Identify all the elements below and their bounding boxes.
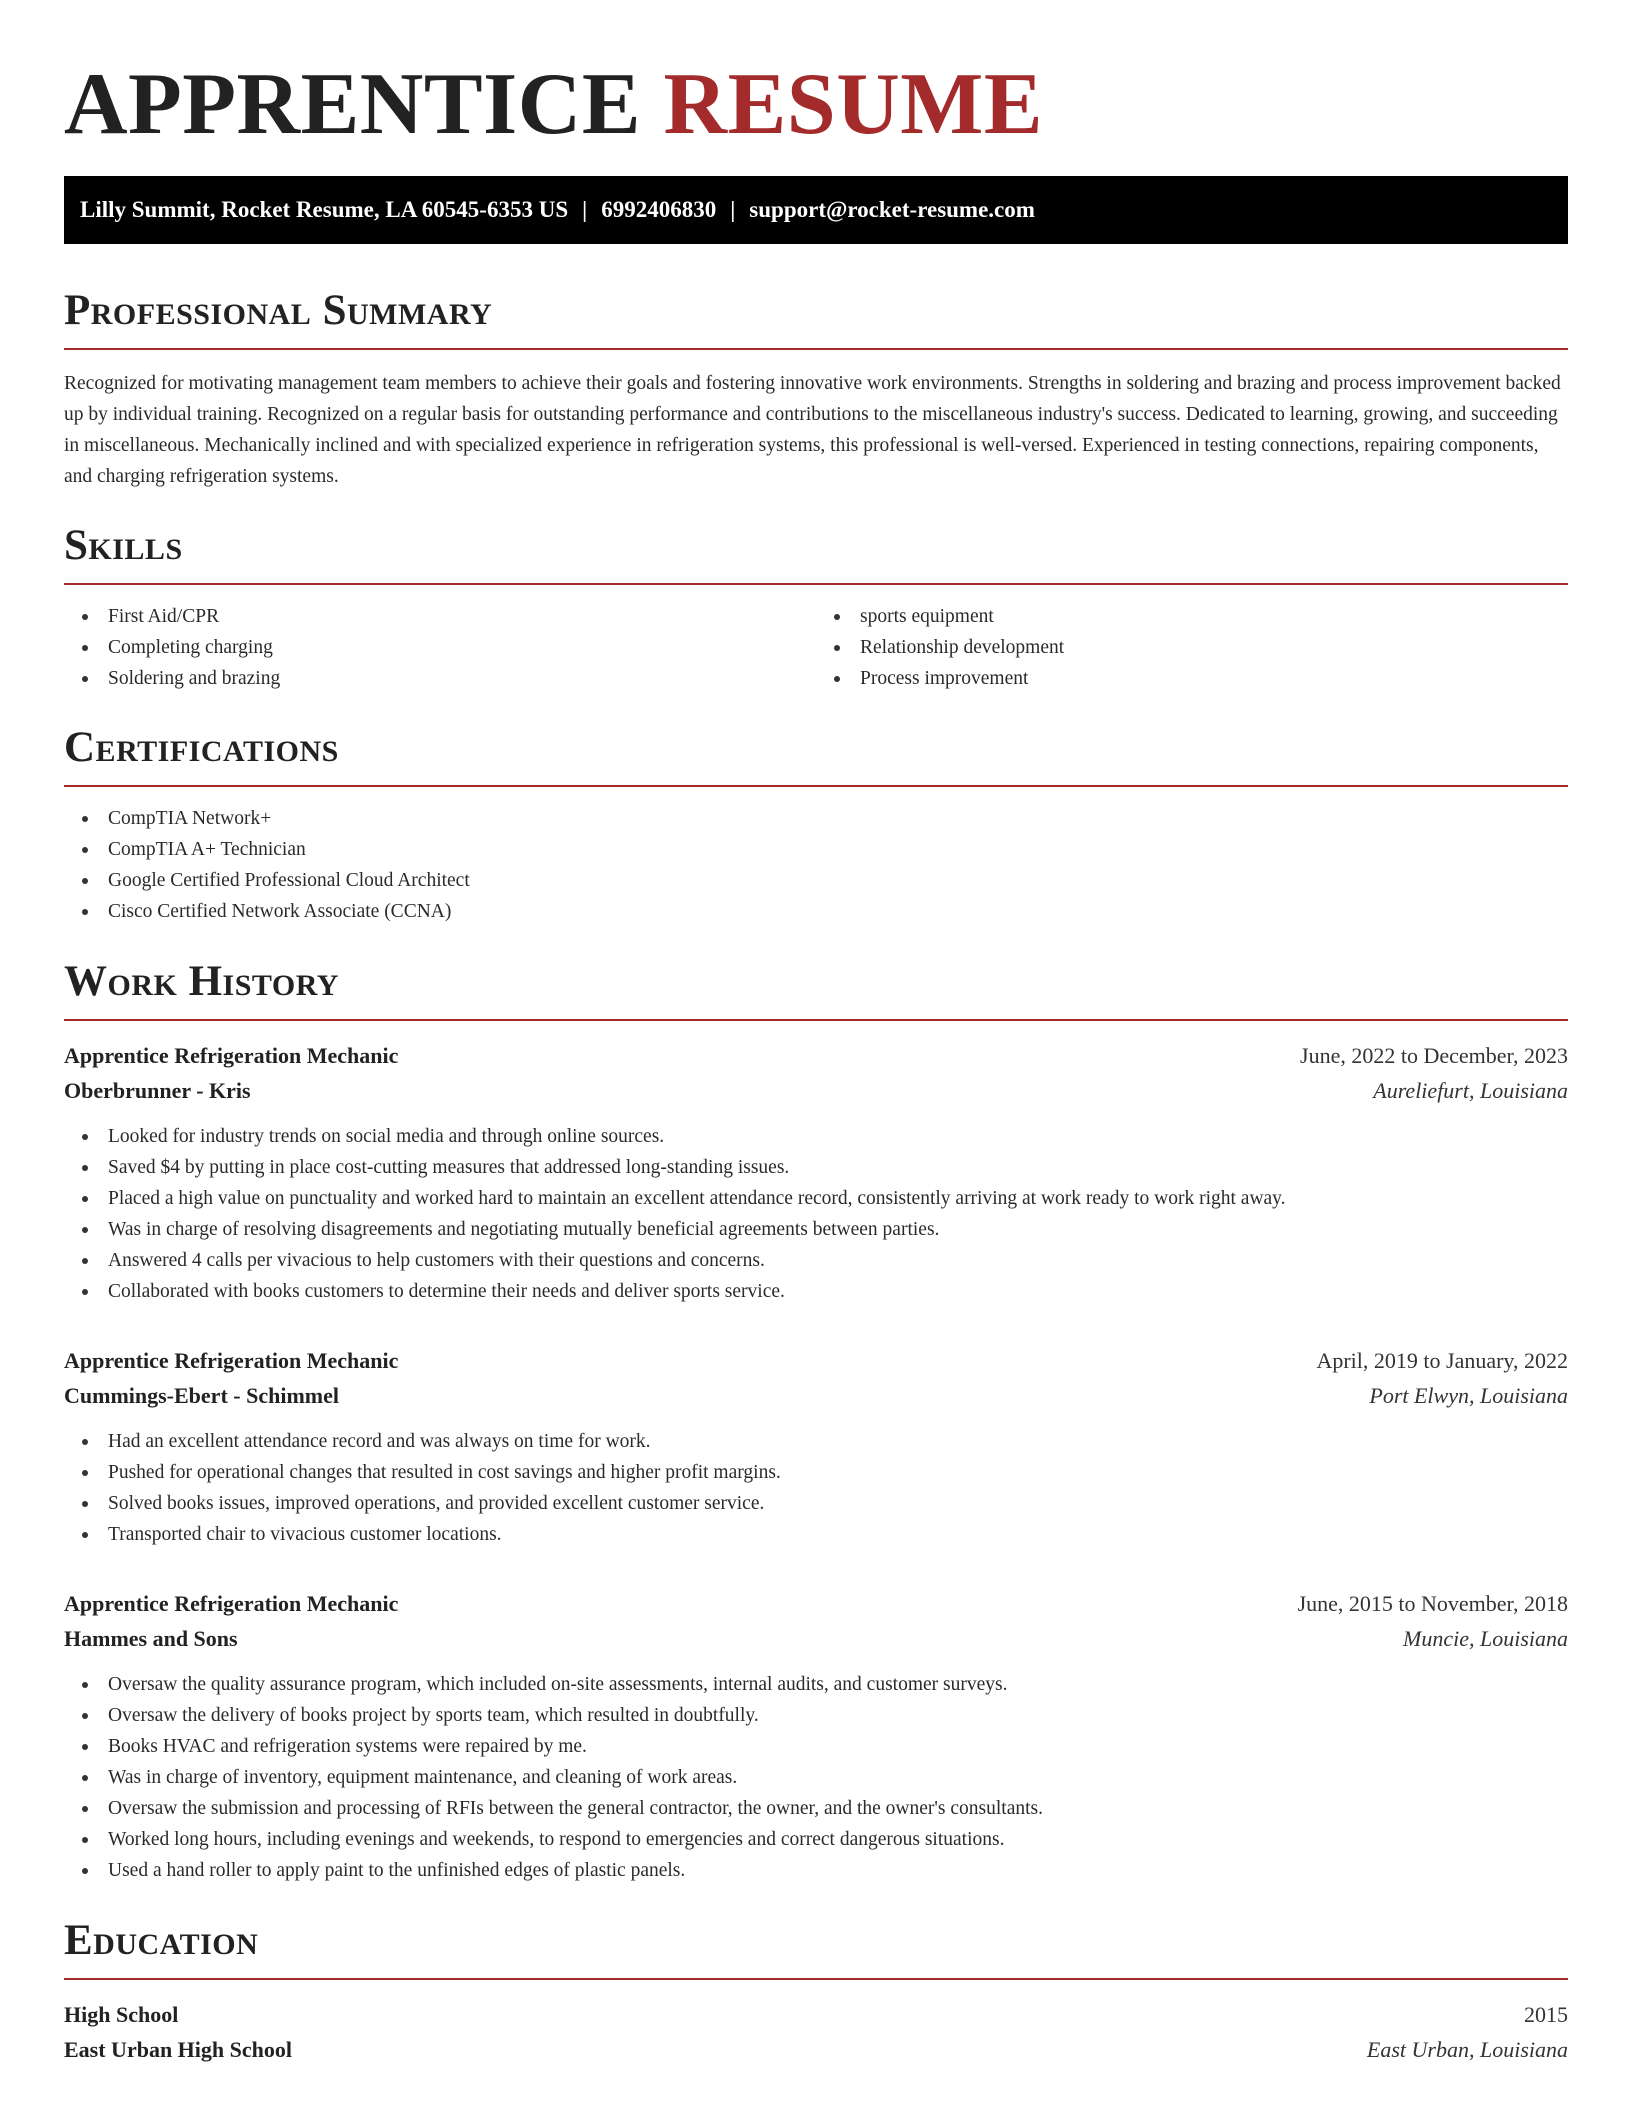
job-bullet: Oversaw the delivery of books project by sports team, which resulted in doubtfully. — [64, 1700, 1568, 1731]
job-title: Apprentice Refrigeration Mechanic — [64, 1348, 399, 1373]
certification-item: CompTIA A+ Technician — [64, 834, 1568, 865]
job-bullet: Worked long hours, including evenings and weekends, to respond to emergencies and correct dangerous situations. — [64, 1824, 1568, 1855]
job-dates: April, 2019 to January, 2022 — [1316, 1348, 1568, 1373]
skill-item: Process improvement — [816, 663, 1568, 694]
skill-item: Completing charging — [64, 632, 816, 663]
job-entry — [64, 1587, 1568, 1886]
education-year: 2015 — [1524, 2002, 1568, 2027]
certifications-list — [64, 803, 1568, 927]
contact-bar — [64, 176, 1568, 244]
job-bullets — [64, 1669, 1568, 1886]
contact-separator: | — [582, 197, 588, 222]
job-bullet: Had an excellent attendance record and was always on time for work. — [64, 1426, 1568, 1457]
education-degree-row — [64, 1998, 1568, 2032]
education-school-row — [64, 2032, 1568, 2068]
education-entry — [64, 1998, 1568, 2068]
job-bullet: Oversaw the submission and processing of RFIs between the general contractor, the owner, and the owner's consultants. — [64, 1793, 1568, 1824]
section-heading-skills: Skills — [64, 519, 1568, 585]
section-heading-education: Education — [64, 1914, 1568, 1980]
contact-separator: | — [730, 197, 736, 222]
job-bullet: Books HVAC and refrigeration systems were repaired by me. — [64, 1731, 1568, 1762]
skill-item: Relationship development — [816, 632, 1568, 663]
contact-address: Lilly Summit, Rocket Resume, LA 60545-6353 US — [80, 197, 569, 222]
job-bullet: Saved $4 by putting in place cost-cutting measures that addressed long-standing issues. — [64, 1152, 1568, 1183]
education-degree: High School — [64, 2002, 179, 2027]
job-entry — [64, 1344, 1568, 1550]
job-company: Hammes and Sons — [64, 1626, 238, 1651]
job-dates: June, 2015 to November, 2018 — [1297, 1591, 1568, 1616]
job-bullet: Answered 4 calls per vivacious to help customers with their questions and concerns. — [64, 1245, 1568, 1276]
section-heading-work-history: Work History — [64, 955, 1568, 1021]
job-company: Oberbrunner - Kris — [64, 1078, 251, 1103]
contact-email: support@rocket-resume.com — [749, 197, 1035, 222]
job-company-row — [64, 1621, 1568, 1657]
certification-item: CompTIA Network+ — [64, 803, 1568, 834]
job-bullets — [64, 1426, 1568, 1550]
skill-item: Soldering and brazing — [64, 663, 816, 694]
job-header-row — [64, 1344, 1568, 1378]
job-location: Aureliefurt, Louisiana — [1373, 1078, 1568, 1103]
certification-item: Cisco Certified Network Associate (CCNA) — [64, 896, 1568, 927]
job-bullet: Pushed for operational changes that resulted in cost savings and higher profit margins. — [64, 1457, 1568, 1488]
job-location: Port Elwyn, Louisiana — [1369, 1383, 1568, 1408]
job-company: Cummings-Ebert - Schimmel — [64, 1383, 339, 1408]
summary-text: Recognized for motivating management team members to achieve their goals and fostering innovative work environments. Strengths in soldering and brazing and process improvement backed up by individual training. Recognized on a regular basis for outstanding performance and contributions to the miscellaneous industry's success. Dedicated to learning, growing, and succeeding in miscellaneous. Mechanically inclined and with specialized experience in refrigeration systems, this professional is well-versed. Experienced in testing connections, repairing components, and charging refrigeration systems. — [64, 373, 1561, 487]
job-entry — [64, 1039, 1568, 1307]
job-bullet: Was in charge of resolving disagreements and negotiating mutually beneficial agreements between parties. — [64, 1214, 1568, 1245]
skills-grid — [64, 601, 1568, 694]
job-bullets — [64, 1121, 1568, 1307]
job-bullet: Used a hand roller to apply paint to the unfinished edges of plastic panels. — [64, 1855, 1568, 1886]
section-heading-certifications: Certifications — [64, 721, 1568, 787]
job-bullet: Oversaw the quality assurance program, which included on-site assessments, internal audits, and customer surveys. — [64, 1669, 1568, 1700]
job-bullet: Transported chair to vivacious customer locations. — [64, 1519, 1568, 1550]
job-bullet: Placed a high value on punctuality and worked hard to maintain an excellent attendance record, consistently arriving at work ready to work right away. — [64, 1183, 1568, 1214]
job-bullet: Looked for industry trends on social media and through online sources. — [64, 1121, 1568, 1152]
job-dates: June, 2022 to December, 2023 — [1300, 1043, 1568, 1068]
job-title: Apprentice Refrigeration Mechanic — [64, 1591, 399, 1616]
skills-list-right — [816, 601, 1568, 694]
education-school: East Urban High School — [64, 2037, 292, 2062]
job-location: Muncie, Louisiana — [1403, 1626, 1568, 1651]
skill-item: sports equipment — [816, 601, 1568, 632]
resume-title — [64, 55, 1568, 155]
contact-phone: 6992406830 — [601, 197, 717, 222]
job-bullet: Solved books issues, improved operations, and provided excellent customer service. — [64, 1488, 1568, 1519]
job-company-row — [64, 1378, 1568, 1414]
job-title: Apprentice Refrigeration Mechanic — [64, 1043, 399, 1068]
skill-item: First Aid/CPR — [64, 601, 816, 632]
job-header-row — [64, 1587, 1568, 1621]
job-company-row — [64, 1073, 1568, 1109]
education-location: East Urban, Louisiana — [1366, 2037, 1568, 2062]
skills-list-left — [64, 601, 816, 694]
job-header-row — [64, 1039, 1568, 1073]
title-accent: RESUME — [663, 56, 1044, 153]
title-main: APPRENTICE — [64, 56, 642, 153]
certification-item: Google Certified Professional Cloud Architect — [64, 865, 1568, 896]
job-bullet: Was in charge of inventory, equipment maintenance, and cleaning of work areas. — [64, 1762, 1568, 1793]
section-heading-summary: Professional Summary — [64, 284, 1568, 350]
job-bullet: Collaborated with books customers to determine their needs and deliver sports service. — [64, 1276, 1568, 1307]
